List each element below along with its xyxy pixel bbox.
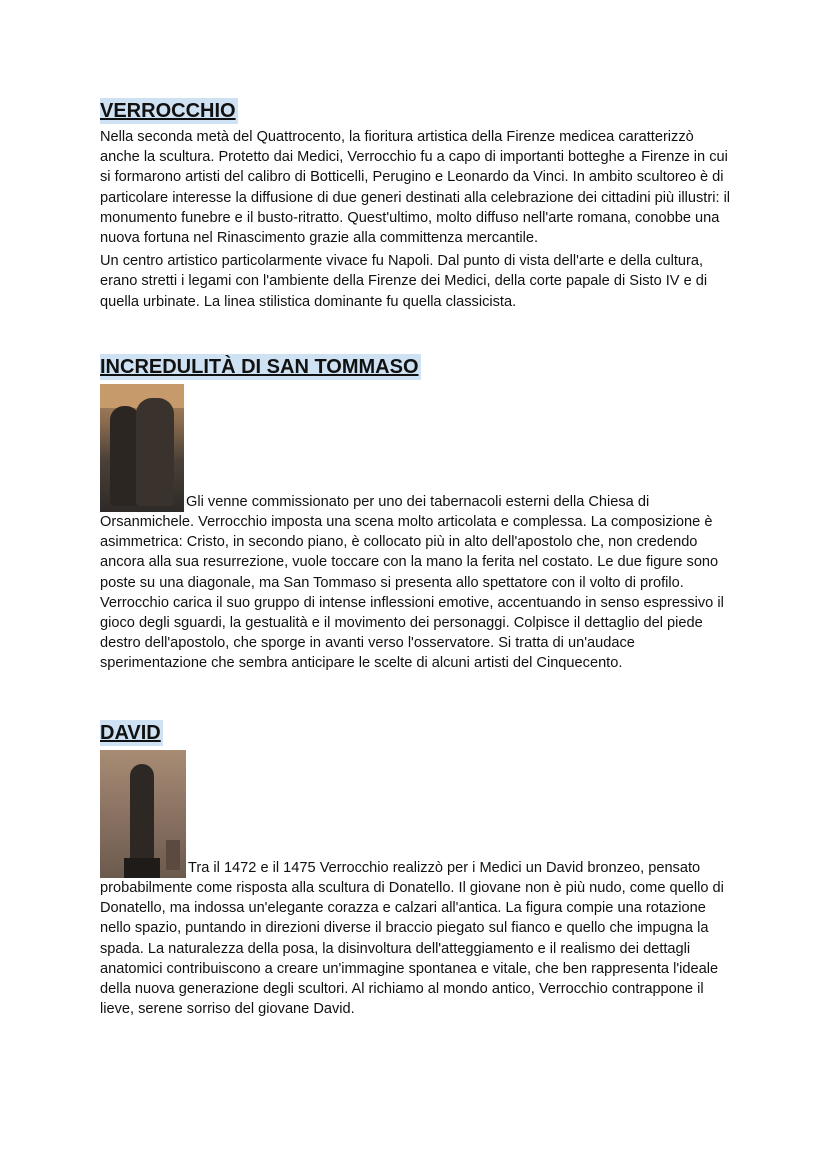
section-verrocchio xyxy=(100,98,732,312)
section-title: VERROCCHIO xyxy=(100,100,236,122)
sculpture-image-david xyxy=(100,750,186,878)
sculpture-image-san-tommaso xyxy=(100,384,184,512)
section-title: DAVID xyxy=(100,722,161,744)
section-title: INCREDULITÀ DI SAN TOMMASO xyxy=(100,356,419,378)
document-page xyxy=(100,98,732,1018)
paragraph-text: Tra il 1472 e il 1475 Verrocchio realizzò per i Medici un David bronzeo, pensato probabilmente come risposta alla scultura di Donatello. Il giovane non è più nudo, come quello di Donatello, ma indossa un'elegante corazza e calzari all'antica. La figura compie una rotazione nello spazio, puntando in direzioni diverse il braccio piegato sul fianco e quello che impugna la spada. La naturalezza della posa, la disinvoltura dell'atteggiamento e il realismo dei dettagli anatomici contribuiscono a creare un'immagine spontanea e vitale, che ben rappresenta l'ideale della nuova generazione degli scultori. Al richiamo al mondo antico, Verrocchio contrappone il lieve, serene sorriso del giovane David. xyxy=(100,859,724,1018)
section-incredulita xyxy=(100,354,732,674)
paragraph: Un centro artistico particolarmente vivace fu Napoli. Dal punto di vista dell'arte e della cultura, erano stretti i legami con l'ambiente della Firenze dei Medici, della corte papale di Sisto IV e di quella urbinate. La linea stilistica dominante fu quella classicista. xyxy=(100,253,708,310)
paragraph-text: Gli venne commissionato per uno dei tabernacoli esterni della Chiesa di Orsanmichele. Verrocchio imposta una scena molto articolata e complessa. La composizione è asimmetrica: Cristo, in secondo piano, è collocato più in alto dell'apostolo che, non credendo ancora alla sua resurrezione, vuole toccare con la mano la ferita nel costato. Le due figure sono poste su una diagonale, ma San Tommaso si presenta allo spettatore con il volto di profilo. Verrocchio carica il suo gruppo di intense inflessioni emotive, accentuando in senso espressivo il gioco degli sguardi, la gestualità e il movimento dei personaggi. Colpisce il dettaglio del piede destro dell'apostolo, che sporge in avanti verso l'osservatore. Si tratta di un'audace sperimentazione che sembra anticipare le scelte di alcuni artisti del Cinquecento. xyxy=(100,493,724,672)
paragraph-with-image xyxy=(100,750,732,1019)
section-david xyxy=(100,720,732,1019)
paragraph-with-image xyxy=(100,384,732,674)
paragraph: Nella seconda metà del Quattrocento, la fioritura artistica della Firenze medicea caratterizzò anche la scultura. Protetto dai Medici, Verrocchio fu a capo di importanti botteghe a Firenze in cui si formarono artisti del calibro di Botticelli, Perugino e Leonardo da Vinci. In ambito scultoreo è di particolare interesse la diffusione di due generi destinati alla celebrazione dei cittadini più illustri: il monumento funebre e il busto-ritratto. Quest'ultimo, molto diffuso nell'arte romana, conobbe una nuova fortuna nel Rinascimento grazie alla committenza mercantile. xyxy=(100,129,731,247)
